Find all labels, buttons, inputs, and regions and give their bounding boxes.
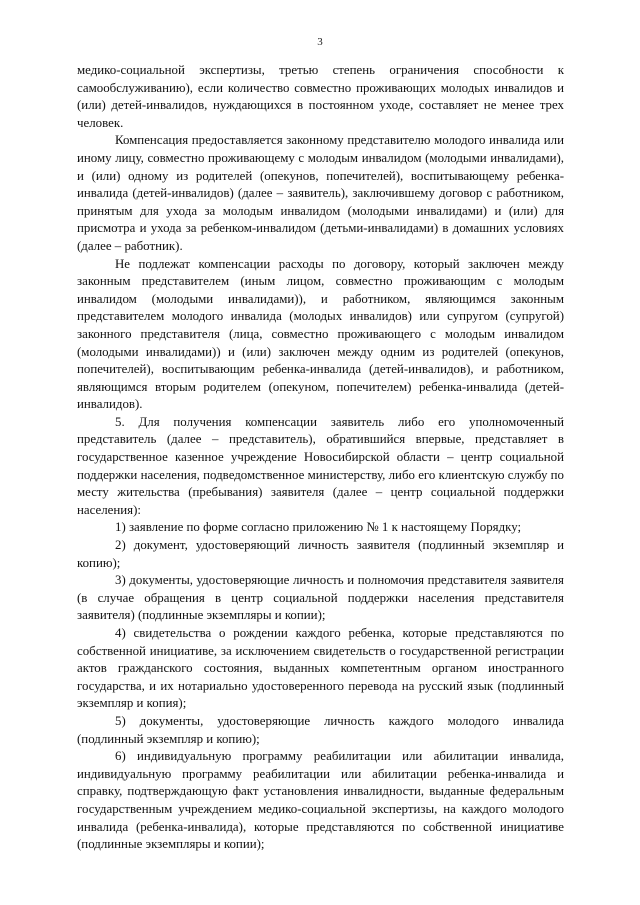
page-number: 3 (317, 36, 323, 48)
paragraph: Компенсация предоставляется законному представителю молодого инвалида или иному лицу, совместно проживающему с молодым инвалидом (молодыми инвалидами), и (или) одному из родителей (опекунов, попечителей), воспитывающему ребенка-инвалида (детей-инвалидов) (далее – заявитель), заключившему договор с работником, принятым для ухода за молодым инвалидом (молодыми инвалидами) и (или) для присмотра и ухода за ребенком-инвалидом (детьми-инвалидами) в домашних условиях (далее – работник). (77, 133, 564, 253)
paragraph: 5. Для получения компенсации заявитель либо его уполномоченный представитель (далее – представитель), обратившийся впервые, представляет в государственное казенное учреждение Новосибирской области – центр социальной поддержки населения, подведомственное министерству, либо его клиентскую службу по месту жительства (пребывания) заявителя (далее – центр социальной поддержки населения): (77, 414, 564, 517)
list-item: 6) индивидуальную программу реабилитации или абилитации инвалида, индивидуальную программу реабилитации или абилитации ребенка-инвалида и справку, подтверждающую факт установления инвалидности, выданные федеральным государственным учреждением медико-социальной экспертизы, на каждого молодого инвалида (ребенка-инвалида), которые представляются по собственной инициативе (подлинные экземпляры и копии); (77, 749, 564, 852)
list-item: 5) документы, удостоверяющие личность каждого молодого инвалида (подлинный экземпляр и копию); (77, 713, 564, 746)
list-item: 1) заявление по форме согласно приложению № 1 к настоящему Порядку; (115, 520, 522, 535)
paragraph: Не подлежат компенсации расходы по договору, который заключен между законным представителем (иным лицом, совместно проживающим с молодым инвалидом (молодыми инвалидами)), и работником, являющимся законным представителем молодого инвалида (молодых инвалидов) или супругом (супругой) законного представителя (лица, совместно проживающего с молодым инвалидом (молодыми инвалидами)) и (или) заключен между одним из родителей (опекунов, попечителей), воспитывающим ребенка-инвалида (детей-инвалидов), и работником, являющимся вторым родителем (опекуном, попечителем) ребенка-инвалида (детей-инвалидов). (77, 256, 564, 412)
paragraph: медико-социальной экспертизы, третью степень ограничения способности к самообслуживанию), если количество совместно проживающих молодых инвалидов и (или) детей-инвалидов, нуждающихся в постоянном уходе, составляет не менее трех человек. (77, 63, 564, 130)
document-body (77, 62, 564, 854)
list-item: 3) документы, удостоверяющие личность и полномочия представителя заявителя (в случае обращения в центр социальной поддержки населения представителя заявителя) (подлинные экземпляры и копии); (77, 573, 564, 623)
list-item: 4) свидетельства о рождении каждого ребенка, которые представляются по собственной инициативе, за исключением свидетельств о государственной регистрации актов гражданского состояния, выданных компетентным органом иностранного государства, и их нотариально удостоверенного перевода на русский язык (подлинный экземпляр и копия); (77, 626, 564, 711)
list-item: 2) документ, удостоверяющий личность заявителя (подлинный экземпляр и копию); (77, 538, 564, 570)
